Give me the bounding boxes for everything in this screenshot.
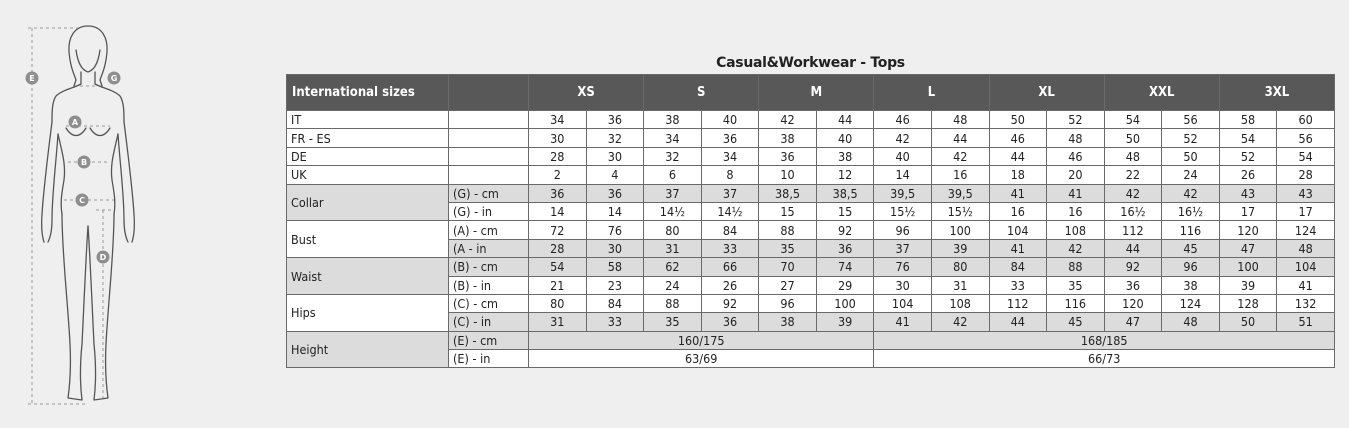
value-cell: 28: [1277, 166, 1335, 184]
value-cell: 36: [701, 129, 759, 147]
value-cell: 38: [759, 129, 817, 147]
height-value-cell: 168/185: [874, 331, 1335, 349]
value-cell: 88: [644, 294, 702, 312]
value-cell: 52: [1047, 111, 1105, 129]
value-cell: 39,5: [874, 184, 932, 202]
value-cell: 48: [1047, 129, 1105, 147]
value-cell: 46: [874, 111, 932, 129]
value-cell: 39,5: [931, 184, 989, 202]
value-cell: 34: [529, 111, 587, 129]
value-cell: 16: [989, 202, 1047, 220]
value-cell: 12: [816, 166, 874, 184]
value-cell: 92: [701, 294, 759, 312]
value-cell: 41: [874, 313, 932, 331]
marker-b: B: [80, 158, 88, 167]
unit-cell-blank: [449, 111, 529, 129]
height-value-cell: 160/175: [529, 331, 874, 349]
marker-d: D: [99, 253, 107, 262]
value-cell: 26: [701, 276, 759, 294]
value-cell: 36: [586, 184, 644, 202]
value-cell: 76: [586, 221, 644, 239]
unit-cell: (G) - cm: [449, 184, 529, 202]
value-cell: 42: [759, 111, 817, 129]
value-cell: 132: [1277, 294, 1335, 312]
value-cell: 35: [759, 239, 817, 257]
value-cell: 128: [1219, 294, 1277, 312]
table-row: [287, 221, 1335, 239]
value-cell: 18: [989, 166, 1047, 184]
header-row: [287, 75, 1335, 111]
value-cell: 116: [1162, 221, 1220, 239]
value-cell: 48: [1162, 313, 1220, 331]
marker-g: G: [110, 74, 118, 83]
value-cell: 66: [701, 258, 759, 276]
group-label: Waist: [287, 258, 449, 295]
height-value-cell: 66/73: [874, 350, 1335, 368]
value-cell: 60: [1277, 111, 1335, 129]
value-cell: 35: [1047, 276, 1105, 294]
value-cell: 74: [816, 258, 874, 276]
table-row: [287, 184, 1335, 202]
value-cell: 72: [529, 221, 587, 239]
value-cell: 34: [644, 129, 702, 147]
value-cell: 50: [1162, 147, 1220, 165]
unit-cell-blank: [449, 129, 529, 147]
value-cell: 16½: [1104, 202, 1162, 220]
value-cell: 21: [529, 276, 587, 294]
value-cell: 33: [989, 276, 1047, 294]
value-cell: 24: [644, 276, 702, 294]
size-header: XXL: [1104, 75, 1219, 111]
value-cell: 31: [644, 239, 702, 257]
value-cell: 41: [989, 239, 1047, 257]
value-cell: 47: [1219, 239, 1277, 257]
size-header: 3XL: [1219, 75, 1334, 111]
group-label: Collar: [287, 184, 449, 221]
value-cell: 38: [1162, 276, 1220, 294]
value-cell: 54: [529, 258, 587, 276]
value-cell: 44: [1104, 239, 1162, 257]
table-title: Casual&Workwear - Tops: [716, 55, 905, 71]
value-cell: 45: [1047, 313, 1105, 331]
value-cell: 28: [529, 147, 587, 165]
value-cell: 92: [816, 221, 874, 239]
value-cell: 22: [1104, 166, 1162, 184]
value-cell: 36: [1104, 276, 1162, 294]
unit-cell: (B) - cm: [449, 258, 529, 276]
value-cell: 15½: [874, 202, 932, 220]
value-cell: 108: [931, 294, 989, 312]
value-cell: 38: [816, 147, 874, 165]
value-cell: 32: [644, 147, 702, 165]
unit-cell: (C) - in: [449, 313, 529, 331]
value-cell: 96: [759, 294, 817, 312]
value-cell: 112: [1104, 221, 1162, 239]
unit-cell: (E) - cm: [449, 331, 529, 349]
size-header: XL: [989, 75, 1104, 111]
value-cell: 17: [1219, 202, 1277, 220]
header-label: International sizes: [287, 75, 449, 111]
value-cell: 37: [874, 239, 932, 257]
unit-cell: (A - in: [449, 239, 529, 257]
value-cell: 43: [1219, 184, 1277, 202]
value-cell: 16: [1047, 202, 1105, 220]
value-cell: 38,5: [759, 184, 817, 202]
row-label: IT: [287, 111, 449, 129]
value-cell: 39: [931, 239, 989, 257]
size-table: [286, 74, 1335, 368]
value-cell: 15: [759, 202, 817, 220]
value-cell: 30: [586, 239, 644, 257]
value-cell: 33: [586, 313, 644, 331]
value-cell: 41: [1277, 276, 1335, 294]
unit-cell: (C) - cm: [449, 294, 529, 312]
value-cell: 42: [1047, 239, 1105, 257]
value-cell: 80: [529, 294, 587, 312]
table-row: [287, 129, 1335, 147]
value-cell: 42: [931, 313, 989, 331]
value-cell: 14: [586, 202, 644, 220]
value-cell: 36: [816, 239, 874, 257]
size-header: S: [644, 75, 759, 111]
value-cell: 76: [874, 258, 932, 276]
body-measurement-figure: [18, 14, 158, 414]
unit-cell: (E) - in: [449, 350, 529, 368]
value-cell: 96: [1162, 258, 1220, 276]
unit-cell: (B) - in: [449, 276, 529, 294]
value-cell: 45: [1162, 239, 1220, 257]
value-cell: 44: [989, 313, 1047, 331]
value-cell: 52: [1162, 129, 1220, 147]
value-cell: 48: [931, 111, 989, 129]
value-cell: 50: [1104, 129, 1162, 147]
value-cell: 38: [759, 313, 817, 331]
value-cell: 51: [1277, 313, 1335, 331]
value-cell: 36: [759, 147, 817, 165]
value-cell: 17: [1277, 202, 1335, 220]
value-cell: 88: [759, 221, 817, 239]
value-cell: 14: [874, 166, 932, 184]
value-cell: 39: [1219, 276, 1277, 294]
value-cell: 44: [816, 111, 874, 129]
value-cell: 47: [1104, 313, 1162, 331]
value-cell: 120: [1104, 294, 1162, 312]
value-cell: 36: [586, 111, 644, 129]
value-cell: 10: [759, 166, 817, 184]
size-header: XS: [529, 75, 644, 111]
value-cell: 104: [874, 294, 932, 312]
value-cell: 104: [989, 221, 1047, 239]
value-cell: 42: [1162, 184, 1220, 202]
value-cell: 43: [1277, 184, 1335, 202]
value-cell: 39: [816, 313, 874, 331]
height-label: Height: [287, 331, 449, 368]
value-cell: 80: [931, 258, 989, 276]
value-cell: 30: [874, 276, 932, 294]
value-cell: 50: [1219, 313, 1277, 331]
value-cell: 29: [816, 276, 874, 294]
value-cell: 50: [989, 111, 1047, 129]
value-cell: 54: [1104, 111, 1162, 129]
size-header: L: [874, 75, 989, 111]
unit-cell-blank: [449, 166, 529, 184]
value-cell: 40: [701, 111, 759, 129]
value-cell: 36: [529, 184, 587, 202]
value-cell: 108: [1047, 221, 1105, 239]
value-cell: 124: [1277, 221, 1335, 239]
value-cell: 20: [1047, 166, 1105, 184]
value-cell: 54: [1277, 147, 1335, 165]
value-cell: 100: [816, 294, 874, 312]
value-cell: 46: [989, 129, 1047, 147]
value-cell: 16: [931, 166, 989, 184]
height-value-cell: 63/69: [529, 350, 874, 368]
value-cell: 40: [816, 129, 874, 147]
value-cell: 54: [1219, 129, 1277, 147]
value-cell: 27: [759, 276, 817, 294]
value-cell: 84: [586, 294, 644, 312]
value-cell: 92: [1104, 258, 1162, 276]
value-cell: 37: [644, 184, 702, 202]
value-cell: 58: [586, 258, 644, 276]
value-cell: 14½: [701, 202, 759, 220]
value-cell: 36: [701, 313, 759, 331]
marker-e: E: [29, 74, 35, 83]
group-label: Bust: [287, 221, 449, 258]
value-cell: 6: [644, 166, 702, 184]
value-cell: 124: [1162, 294, 1220, 312]
value-cell: 35: [644, 313, 702, 331]
value-cell: 104: [1277, 258, 1335, 276]
value-cell: 42: [1104, 184, 1162, 202]
value-cell: 26: [1219, 166, 1277, 184]
value-cell: 58: [1219, 111, 1277, 129]
value-cell: 24: [1162, 166, 1220, 184]
unit-cell: (G) - in: [449, 202, 529, 220]
value-cell: 23: [586, 276, 644, 294]
value-cell: 38: [644, 111, 702, 129]
marker-c: C: [79, 196, 85, 205]
value-cell: 116: [1047, 294, 1105, 312]
value-cell: 2: [529, 166, 587, 184]
value-cell: 56: [1162, 111, 1220, 129]
value-cell: 40: [874, 147, 932, 165]
value-cell: 33: [701, 239, 759, 257]
table-row: [287, 331, 1335, 349]
value-cell: 48: [1104, 147, 1162, 165]
value-cell: 30: [586, 147, 644, 165]
value-cell: 44: [931, 129, 989, 147]
value-cell: 84: [701, 221, 759, 239]
value-cell: 28: [529, 239, 587, 257]
value-cell: 100: [931, 221, 989, 239]
value-cell: 84: [989, 258, 1047, 276]
value-cell: 14: [529, 202, 587, 220]
header-unit-blank: [449, 75, 529, 111]
value-cell: 80: [644, 221, 702, 239]
value-cell: 96: [874, 221, 932, 239]
value-cell: 30: [529, 129, 587, 147]
value-cell: 42: [931, 147, 989, 165]
value-cell: 44: [989, 147, 1047, 165]
table-row: [287, 166, 1335, 184]
value-cell: 70: [759, 258, 817, 276]
value-cell: 100: [1219, 258, 1277, 276]
value-cell: 46: [1047, 147, 1105, 165]
value-cell: 52: [1219, 147, 1277, 165]
value-cell: 16½: [1162, 202, 1220, 220]
value-cell: 48: [1277, 239, 1335, 257]
value-cell: 112: [989, 294, 1047, 312]
value-cell: 32: [586, 129, 644, 147]
value-cell: 41: [1047, 184, 1105, 202]
value-cell: 14½: [644, 202, 702, 220]
row-label: FR - ES: [287, 129, 449, 147]
table-row: [287, 258, 1335, 276]
value-cell: 15½: [931, 202, 989, 220]
value-cell: 31: [931, 276, 989, 294]
value-cell: 42: [874, 129, 932, 147]
table-row: [287, 111, 1335, 129]
value-cell: 8: [701, 166, 759, 184]
value-cell: 120: [1219, 221, 1277, 239]
value-cell: 38,5: [816, 184, 874, 202]
marker-a: A: [71, 118, 79, 127]
table-row: [287, 294, 1335, 312]
value-cell: 31: [529, 313, 587, 331]
group-label: Hips: [287, 294, 449, 331]
value-cell: 15: [816, 202, 874, 220]
value-cell: 56: [1277, 129, 1335, 147]
value-cell: 37: [701, 184, 759, 202]
value-cell: 4: [586, 166, 644, 184]
unit-cell-blank: [449, 147, 529, 165]
value-cell: 62: [644, 258, 702, 276]
unit-cell: (A) - cm: [449, 221, 529, 239]
value-cell: 88: [1047, 258, 1105, 276]
table-row: [287, 147, 1335, 165]
row-label: DE: [287, 147, 449, 165]
value-cell: 41: [989, 184, 1047, 202]
size-header: M: [759, 75, 874, 111]
row-label: UK: [287, 166, 449, 184]
value-cell: 34: [701, 147, 759, 165]
